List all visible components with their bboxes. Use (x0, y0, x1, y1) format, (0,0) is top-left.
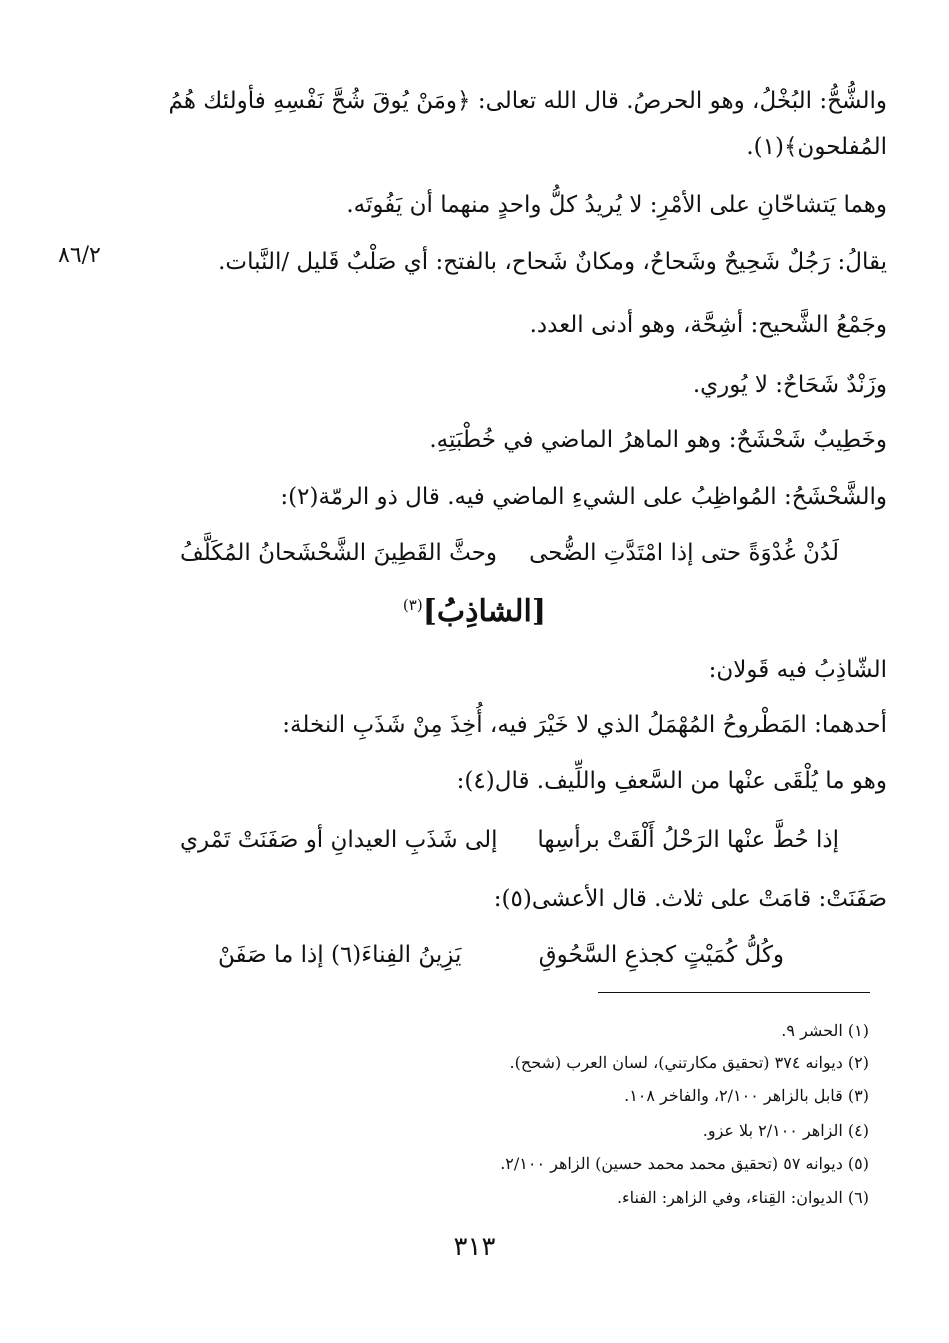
text-line-2: المُفلحون﴾(١). (746, 134, 887, 160)
footnote-1: (١) الحشر ٩. (781, 1021, 869, 1040)
page-number: ٣١٣ (453, 1232, 496, 1262)
text-line-10: أحدهما: المَطْروحُ المُهْمَلُ الذي لا خَيْرَ فيه، أُخِذَ مِنْ شَذَبِ النخلة: (282, 712, 887, 738)
entry-heading-footnote-ref: (٣) (402, 596, 423, 614)
text-line-8: والشَّحْشَحُ: المُواظِبُ على الشيءِ الماضي فيه. قال ذو الرمّة(٢): (280, 484, 887, 510)
footnote-5: (٥) ديوانه ٥٧ (تحقيق محمد محمد حسين) الزاهر ٢/١٠٠. (500, 1154, 869, 1173)
text-line-9: الشّاذِبُ فيه قَولان: (708, 657, 887, 683)
footnote-2: (٢) ديوانه ٣٧٤ (تحقيق مكارتني)، لسان العرب (شحح). (509, 1053, 869, 1072)
text-line-3: وهما يَتشاحّانِ على الأمْرِ: لا يُريدُ كلُّ واحدٍ منهما أن يَفُوتَه. (346, 192, 887, 218)
verse-1-right-hemistich: لَدُنْ غُدْوَةً حتى إذا امْتَدَّتِ الضُّحى (529, 540, 839, 566)
verse-2-right-hemistich: إذا حُطَّ عنْها الرَحْلُ أَلْقَتْ برأسِها (537, 827, 839, 853)
entry-heading-text: [الشاذِبُ] (422, 594, 547, 629)
text-line-11: وهو ما يُلْقَى عنْها من السَّعفِ واللِّيف. قال(٤): (456, 768, 887, 794)
verse-2-left-hemistich: إلى شَذَبِ العيدانِ أو صَفَنَتْ تَمْري (180, 827, 498, 853)
margin-page-reference: ٨٦/٢ (58, 243, 101, 268)
verse-1-left-hemistich: وحثَّ القَطِينَ الشَّحْشَحانُ المُكَلَّفُ (180, 540, 498, 566)
verse-3-left-hemistich: يَزِينُ الفِناءَ(٦) إذا ما صَفَنْ (218, 942, 462, 968)
text-line-5: وجَمْعُ الشَّحيح: أشِحَّة، وهو أدنى العدد. (529, 312, 887, 338)
text-line-6: وزَنْدٌ شَحَاحٌ: لا يُوري. (692, 372, 887, 398)
text-line-1: والشُّحُّ: البُخْلُ، وهو الحرصُ. قال الله تعالى: ﴿ومَنْ يُوقَ شُحَّ نَفْسِهِ فأولئك هُمُ (168, 88, 887, 114)
verse-3-right-hemistich: وكُلُّ كُمَيْتٍ كجذعِ السَّحُوقِ (538, 942, 784, 968)
entry-heading (0, 585, 949, 632)
footnote-4: (٤) الزاهر ٢/١٠٠ بلا عزو. (702, 1121, 869, 1140)
text-line-12: صَفَنَتْ: قامَتْ على ثلاث. قال الأعشى(٥): (493, 886, 887, 912)
footnote-3: (٣) قابل بالزاهر ٢/١٠٠، والفاخر ١٠٨. (624, 1086, 869, 1105)
text-line-7: وخَطِيبٌ شَحْشَحٌ: وهو الماهرُ الماضي في خُطْبَتِهِ. (429, 427, 887, 453)
footnote-separator (598, 992, 870, 993)
text-line-4: يقالُ: رَجُلٌ شَحِيحٌ وشَحاحٌ، ومكانٌ شَحاح، بالفتح: أي صَلْبٌ قَليل /النَّبات. (218, 249, 887, 275)
footnote-6: (٦) الديوان: القِناء، وفي الزاهر: الفناء. (616, 1188, 869, 1207)
